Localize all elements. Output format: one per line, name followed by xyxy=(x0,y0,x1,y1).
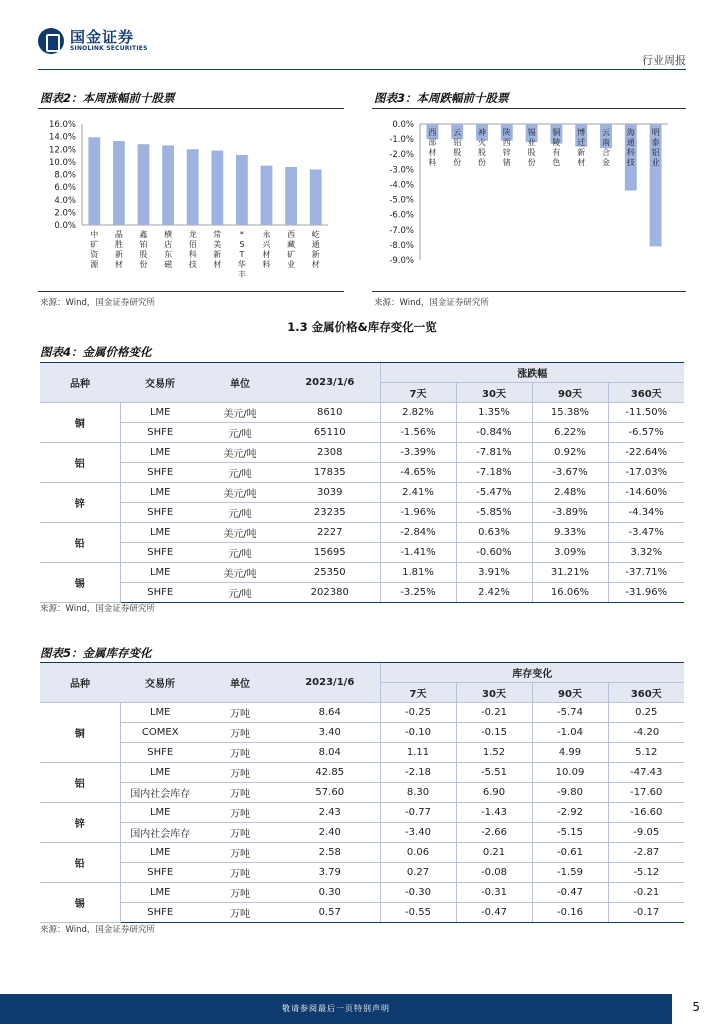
fig2-title: 图表2：本周涨幅前十股票 xyxy=(40,91,175,105)
bar xyxy=(236,155,248,225)
cell-exchange: COMEX xyxy=(120,723,200,743)
cell-d90: 15.38% xyxy=(532,403,608,423)
x-tick-label: 中矿资源 xyxy=(90,230,99,269)
cell-d90: 31.21% xyxy=(532,563,608,583)
cell-d7: 2.41% xyxy=(380,483,456,503)
cell-d360: -0.21 xyxy=(608,883,684,903)
cell-value: 2.58 xyxy=(280,843,380,863)
cell-d30: -2.66 xyxy=(456,823,532,843)
header-change: 涨跌幅 xyxy=(380,363,684,383)
cell-d7: -0.55 xyxy=(380,903,456,923)
cell-d30: -0.21 xyxy=(456,703,532,723)
header-change: 库存变化 xyxy=(380,663,684,683)
header-date: 2023/1/6 xyxy=(280,663,380,703)
gainers-bar-chart xyxy=(38,112,338,287)
cell-unit: 元/吨 xyxy=(200,543,280,563)
cell-d90: -5.74 xyxy=(532,703,608,723)
y-tick-label: 6.0% xyxy=(54,183,76,194)
cell-d90: -0.61 xyxy=(532,843,608,863)
cell-d360: 3.32% xyxy=(608,543,684,563)
y-tick-label: 0.0% xyxy=(392,120,414,130)
metal-name: 铜 xyxy=(40,703,120,763)
cell-value: 2227 xyxy=(280,523,380,543)
header-30d: 30天 xyxy=(456,383,532,403)
header-360d: 360天 xyxy=(608,383,684,403)
table-row xyxy=(40,483,684,503)
x-tick-label: 锡业股份 xyxy=(527,128,536,167)
cell-d90: -1.04 xyxy=(532,723,608,743)
cell-unit: 万吨 xyxy=(200,843,280,863)
metal-name: 铜 xyxy=(40,403,120,443)
header-variety: 品种 xyxy=(40,363,120,403)
table-row xyxy=(40,543,684,563)
cell-d360: -9.05 xyxy=(608,823,684,843)
cell-d90: -2.92 xyxy=(532,803,608,823)
cell-d7: 1.81% xyxy=(380,563,456,583)
cell-d360: 0.25 xyxy=(608,703,684,723)
cell-d90: 9.33% xyxy=(532,523,608,543)
x-tick-label: 常美新材 xyxy=(213,230,222,269)
bar xyxy=(285,167,297,225)
fig3-bottom-rule xyxy=(372,291,686,292)
cell-unit: 元/吨 xyxy=(200,423,280,443)
cell-d30: -7.18% xyxy=(456,463,532,483)
cell-d360: 5.12 xyxy=(608,743,684,763)
metal-name: 铝 xyxy=(40,443,120,483)
cell-exchange: SHFE xyxy=(120,743,200,763)
cell-d90: 2.48% xyxy=(532,483,608,503)
header-360d: 360天 xyxy=(608,683,684,703)
cell-d30: -0.60% xyxy=(456,543,532,563)
cell-unit: 万吨 xyxy=(200,903,280,923)
table-row xyxy=(40,403,684,423)
bar xyxy=(162,145,174,225)
losers-bar-chart xyxy=(372,112,686,287)
y-tick-label: -4.0% xyxy=(389,180,414,191)
cell-d30: 2.42% xyxy=(456,583,532,603)
x-tick-label: 西藏矿业 xyxy=(287,230,296,269)
y-tick-label: -7.0% xyxy=(389,225,414,236)
y-tick-label: 10.0% xyxy=(48,157,76,168)
cell-unit: 万吨 xyxy=(200,883,280,903)
fig2-source: 来源：Wind，国金证券研究所 xyxy=(40,298,155,308)
x-tick-label: 屹通新材 xyxy=(311,230,320,269)
cell-unit: 万吨 xyxy=(200,783,280,803)
fig5-title: 图表5：金属库存变化 xyxy=(40,646,152,660)
x-tick-label: 海通科技 xyxy=(626,128,635,167)
metal-name: 锡 xyxy=(40,563,120,603)
cell-unit: 万吨 xyxy=(200,703,280,723)
cell-d30: -0.15 xyxy=(456,723,532,743)
cell-d7: -0.25 xyxy=(380,703,456,723)
header-exchange: 交易所 xyxy=(120,363,200,403)
header-30d: 30天 xyxy=(456,683,532,703)
y-tick-label: 2.0% xyxy=(54,208,76,219)
x-tick-label: 鑫铂股份 xyxy=(139,230,148,269)
cell-exchange: LME xyxy=(120,483,200,503)
cell-d7: -0.30 xyxy=(380,883,456,903)
cell-exchange: 国内社会库存 xyxy=(120,783,200,803)
metal-name: 锌 xyxy=(40,483,120,523)
x-tick-label: 永兴材料 xyxy=(262,230,271,269)
cell-unit: 万吨 xyxy=(200,823,280,843)
cell-d30: 0.21 xyxy=(456,843,532,863)
cell-d90: 3.09% xyxy=(532,543,608,563)
cell-d7: 2.82% xyxy=(380,403,456,423)
table-row xyxy=(40,723,684,743)
cell-unit: 万吨 xyxy=(200,743,280,763)
cell-value: 2.40 xyxy=(280,823,380,843)
cell-d7: -0.10 xyxy=(380,723,456,743)
bar xyxy=(88,137,100,225)
cell-d30: 1.52 xyxy=(456,743,532,763)
cell-d7: -2.18 xyxy=(380,763,456,783)
cell-d30: -5.51 xyxy=(456,763,532,783)
cell-d30: -0.08 xyxy=(456,863,532,883)
cell-d90: -5.15 xyxy=(532,823,608,843)
metal-name: 锡 xyxy=(40,883,120,923)
cell-d30: -0.84% xyxy=(456,423,532,443)
header-unit: 单位 xyxy=(200,663,280,703)
metal-price-table xyxy=(40,362,684,603)
x-tick-label: 铜陵有色 xyxy=(552,128,561,167)
cell-d90: -3.89% xyxy=(532,503,608,523)
header-90d: 90天 xyxy=(532,383,608,403)
header-7d: 7天 xyxy=(380,683,456,703)
cell-d7: -2.84% xyxy=(380,523,456,543)
y-tick-label: -1.0% xyxy=(389,135,414,146)
cell-d90: -1.59 xyxy=(532,863,608,883)
x-tick-label: 横店东磁 xyxy=(164,230,173,269)
y-tick-label: -9.0% xyxy=(389,256,414,266)
cell-exchange: SHFE xyxy=(120,863,200,883)
cell-value: 2.43 xyxy=(280,803,380,823)
bar xyxy=(187,149,199,225)
table-row xyxy=(40,503,684,523)
cell-d360: -4.20 xyxy=(608,723,684,743)
report-type: 行业周报 xyxy=(642,54,686,67)
cell-value: 0.30 xyxy=(280,883,380,903)
cell-d7: -1.96% xyxy=(380,503,456,523)
cell-unit: 万吨 xyxy=(200,803,280,823)
bar xyxy=(138,144,150,225)
y-tick-label: 16.0% xyxy=(48,120,76,130)
cell-d30: 0.63% xyxy=(456,523,532,543)
x-tick-label: 陕西锌锗 xyxy=(502,128,511,167)
cell-d7: -3.25% xyxy=(380,583,456,603)
y-tick-label: 0.0% xyxy=(54,221,76,231)
cell-d90: -3.67% xyxy=(532,463,608,483)
cell-exchange: SHFE xyxy=(120,543,200,563)
metal-name: 铝 xyxy=(40,763,120,803)
cell-d7: 0.27 xyxy=(380,863,456,883)
table-row xyxy=(40,523,684,543)
cell-value: 202380 xyxy=(280,583,380,603)
cell-d7: -1.56% xyxy=(380,423,456,443)
cell-exchange: LME xyxy=(120,843,200,863)
cell-value: 3.40 xyxy=(280,723,380,743)
cell-d7: 0.06 xyxy=(380,843,456,863)
cell-value: 3039 xyxy=(280,483,380,503)
cell-value: 57.60 xyxy=(280,783,380,803)
cell-d360: -4.34% xyxy=(608,503,684,523)
cell-exchange: LME xyxy=(120,403,200,423)
cell-exchange: LME xyxy=(120,763,200,783)
cell-value: 65110 xyxy=(280,423,380,443)
cell-d360: -3.47% xyxy=(608,523,684,543)
cell-d360: -11.50% xyxy=(608,403,684,423)
cell-d360: -47.43 xyxy=(608,763,684,783)
cell-unit: 万吨 xyxy=(200,763,280,783)
header-unit: 单位 xyxy=(200,363,280,403)
x-tick-label: 晶胜新材 xyxy=(114,230,123,269)
header-exchange: 交易所 xyxy=(120,663,200,703)
cell-unit: 元/吨 xyxy=(200,583,280,603)
x-tick-label: 云南合金 xyxy=(602,128,610,167)
cell-unit: 美元/吨 xyxy=(200,443,280,463)
cell-d30: -1.43 xyxy=(456,803,532,823)
y-tick-label: -5.0% xyxy=(389,195,414,206)
x-tick-label: * S T 华丰 xyxy=(237,230,246,279)
page-header xyxy=(0,0,724,70)
table-row xyxy=(40,803,684,823)
table-row xyxy=(40,703,684,723)
cell-value: 8.04 xyxy=(280,743,380,763)
cell-exchange: SHFE xyxy=(120,503,200,523)
cell-d360: -16.60 xyxy=(608,803,684,823)
y-tick-label: -2.0% xyxy=(389,150,414,161)
fig3-title-rule xyxy=(372,108,686,109)
cell-exchange: SHFE xyxy=(120,463,200,483)
bar xyxy=(261,166,273,225)
cell-d30: -0.31 xyxy=(456,883,532,903)
fig4-title: 图表4：金属价格变化 xyxy=(40,345,152,359)
fig2-bottom-rule xyxy=(38,291,344,292)
cell-d30: 6.90 xyxy=(456,783,532,803)
cell-value: 3.79 xyxy=(280,863,380,883)
cell-d360: -2.87 xyxy=(608,843,684,863)
y-tick-label: -3.0% xyxy=(389,165,414,176)
cell-unit: 美元/吨 xyxy=(200,563,280,583)
cell-d7: -1.41% xyxy=(380,543,456,563)
table-row xyxy=(40,903,684,923)
y-tick-label: 4.0% xyxy=(54,195,76,206)
logo-cn: 国金证券 xyxy=(70,28,135,46)
table-row xyxy=(40,563,684,583)
table-row xyxy=(40,863,684,883)
cell-value: 8610 xyxy=(280,403,380,423)
x-tick-label: 龙佰科技 xyxy=(188,230,197,269)
cell-value: 25350 xyxy=(280,563,380,583)
cell-value: 0.57 xyxy=(280,903,380,923)
cell-exchange: LME xyxy=(120,523,200,543)
x-tick-label: 明泰铝业 xyxy=(651,128,660,167)
header-divider xyxy=(38,69,686,70)
table-row xyxy=(40,823,684,843)
header-90d: 90天 xyxy=(532,683,608,703)
table-row xyxy=(40,783,684,803)
cell-exchange: LME xyxy=(120,703,200,723)
cell-d360: -5.12 xyxy=(608,863,684,883)
cell-exchange: SHFE xyxy=(120,903,200,923)
fig4-source: 来源：Wind，国金证券研究所 xyxy=(40,604,155,614)
x-tick-label: 西部材料 xyxy=(428,128,437,167)
cell-unit: 元/吨 xyxy=(200,503,280,523)
header-7d: 7天 xyxy=(380,383,456,403)
table-row xyxy=(40,883,684,903)
cell-d7: 1.11 xyxy=(380,743,456,763)
page-number: 5 xyxy=(692,1000,700,1014)
table-row xyxy=(40,763,684,783)
footer-disclaimer: 敬请参阅最后一页特别声明 xyxy=(282,1004,390,1013)
cell-d30: -7.81% xyxy=(456,443,532,463)
fig3-title: 图表3：本周跌幅前十股票 xyxy=(374,91,509,105)
table-row xyxy=(40,463,684,483)
cell-value: 15695 xyxy=(280,543,380,563)
cell-exchange: SHFE xyxy=(120,423,200,443)
cell-exchange: LME xyxy=(120,563,200,583)
logo-icon xyxy=(38,28,64,54)
cell-exchange: LME xyxy=(120,883,200,903)
cell-d360: -17.03% xyxy=(608,463,684,483)
cell-exchange: LME xyxy=(120,443,200,463)
cell-value: 42.85 xyxy=(280,763,380,783)
fig5-source: 来源：Wind，国金证券研究所 xyxy=(40,925,155,935)
metal-stock-table xyxy=(40,662,684,923)
cell-unit: 美元/吨 xyxy=(200,483,280,503)
metal-name: 铅 xyxy=(40,843,120,883)
table-row xyxy=(40,743,684,763)
cell-unit: 元/吨 xyxy=(200,463,280,483)
cell-exchange: 国内社会库存 xyxy=(120,823,200,843)
x-tick-label: 云铝股份 xyxy=(453,128,462,167)
y-tick-label: -6.0% xyxy=(389,210,414,221)
cell-unit: 美元/吨 xyxy=(200,403,280,423)
logo-en: SINOLINK SECURITIES xyxy=(70,45,148,52)
cell-d360: -31.96% xyxy=(608,583,684,603)
bar xyxy=(310,169,322,225)
cell-d90: 10.09 xyxy=(532,763,608,783)
header-variety: 品种 xyxy=(40,663,120,703)
x-tick-label: 博迁新材 xyxy=(577,128,586,167)
cell-d30: -5.47% xyxy=(456,483,532,503)
cell-d90: -0.47 xyxy=(532,883,608,903)
cell-d90: 16.06% xyxy=(532,583,608,603)
cell-d90: 0.92% xyxy=(532,443,608,463)
cell-d360: -0.17 xyxy=(608,903,684,923)
cell-d360: -22.64% xyxy=(608,443,684,463)
table-row xyxy=(40,423,684,443)
y-tick-label: 12.0% xyxy=(48,145,76,156)
cell-d30: -5.85% xyxy=(456,503,532,523)
section-title: 1.3 金属价格&库存变化一览 xyxy=(287,320,437,334)
cell-d360: -6.57% xyxy=(608,423,684,443)
cell-d7: 8.30 xyxy=(380,783,456,803)
cell-d360: -14.60% xyxy=(608,483,684,503)
cell-d360: -37.71% xyxy=(608,563,684,583)
table-row xyxy=(40,443,684,463)
fig2-title-rule xyxy=(38,108,344,109)
x-tick-label: 神火股份 xyxy=(478,128,486,167)
bar xyxy=(211,151,223,225)
cell-unit: 美元/吨 xyxy=(200,523,280,543)
cell-d360: -17.60 xyxy=(608,783,684,803)
cell-value: 23235 xyxy=(280,503,380,523)
bar xyxy=(113,141,125,225)
cell-value: 17835 xyxy=(280,463,380,483)
cell-d7: -3.40 xyxy=(380,823,456,843)
cell-d7: -3.39% xyxy=(380,443,456,463)
cell-d90: -9.80 xyxy=(532,783,608,803)
cell-d30: 3.91% xyxy=(456,563,532,583)
cell-d7: -4.65% xyxy=(380,463,456,483)
cell-exchange: LME xyxy=(120,803,200,823)
metal-name: 铅 xyxy=(40,523,120,563)
cell-unit: 万吨 xyxy=(200,863,280,883)
cell-d90: 6.22% xyxy=(532,423,608,443)
cell-exchange: SHFE xyxy=(120,583,200,603)
header-date: 2023/1/6 xyxy=(280,363,380,403)
cell-d30: -0.47 xyxy=(456,903,532,923)
cell-value: 8.64 xyxy=(280,703,380,723)
y-tick-label: 14.0% xyxy=(48,132,76,143)
fig3-source: 来源：Wind，国金证券研究所 xyxy=(374,298,489,308)
metal-name: 锌 xyxy=(40,803,120,843)
cell-d90: -0.16 xyxy=(532,903,608,923)
cell-value: 2308 xyxy=(280,443,380,463)
y-tick-label: 8.0% xyxy=(54,170,76,181)
cell-d90: 4.99 xyxy=(532,743,608,763)
table-row xyxy=(40,583,684,603)
y-tick-label: -8.0% xyxy=(389,240,414,251)
cell-d30: 1.35% xyxy=(456,403,532,423)
table-row xyxy=(40,843,684,863)
cell-d7: -0.77 xyxy=(380,803,456,823)
company-logo xyxy=(38,28,148,54)
cell-unit: 万吨 xyxy=(200,723,280,743)
